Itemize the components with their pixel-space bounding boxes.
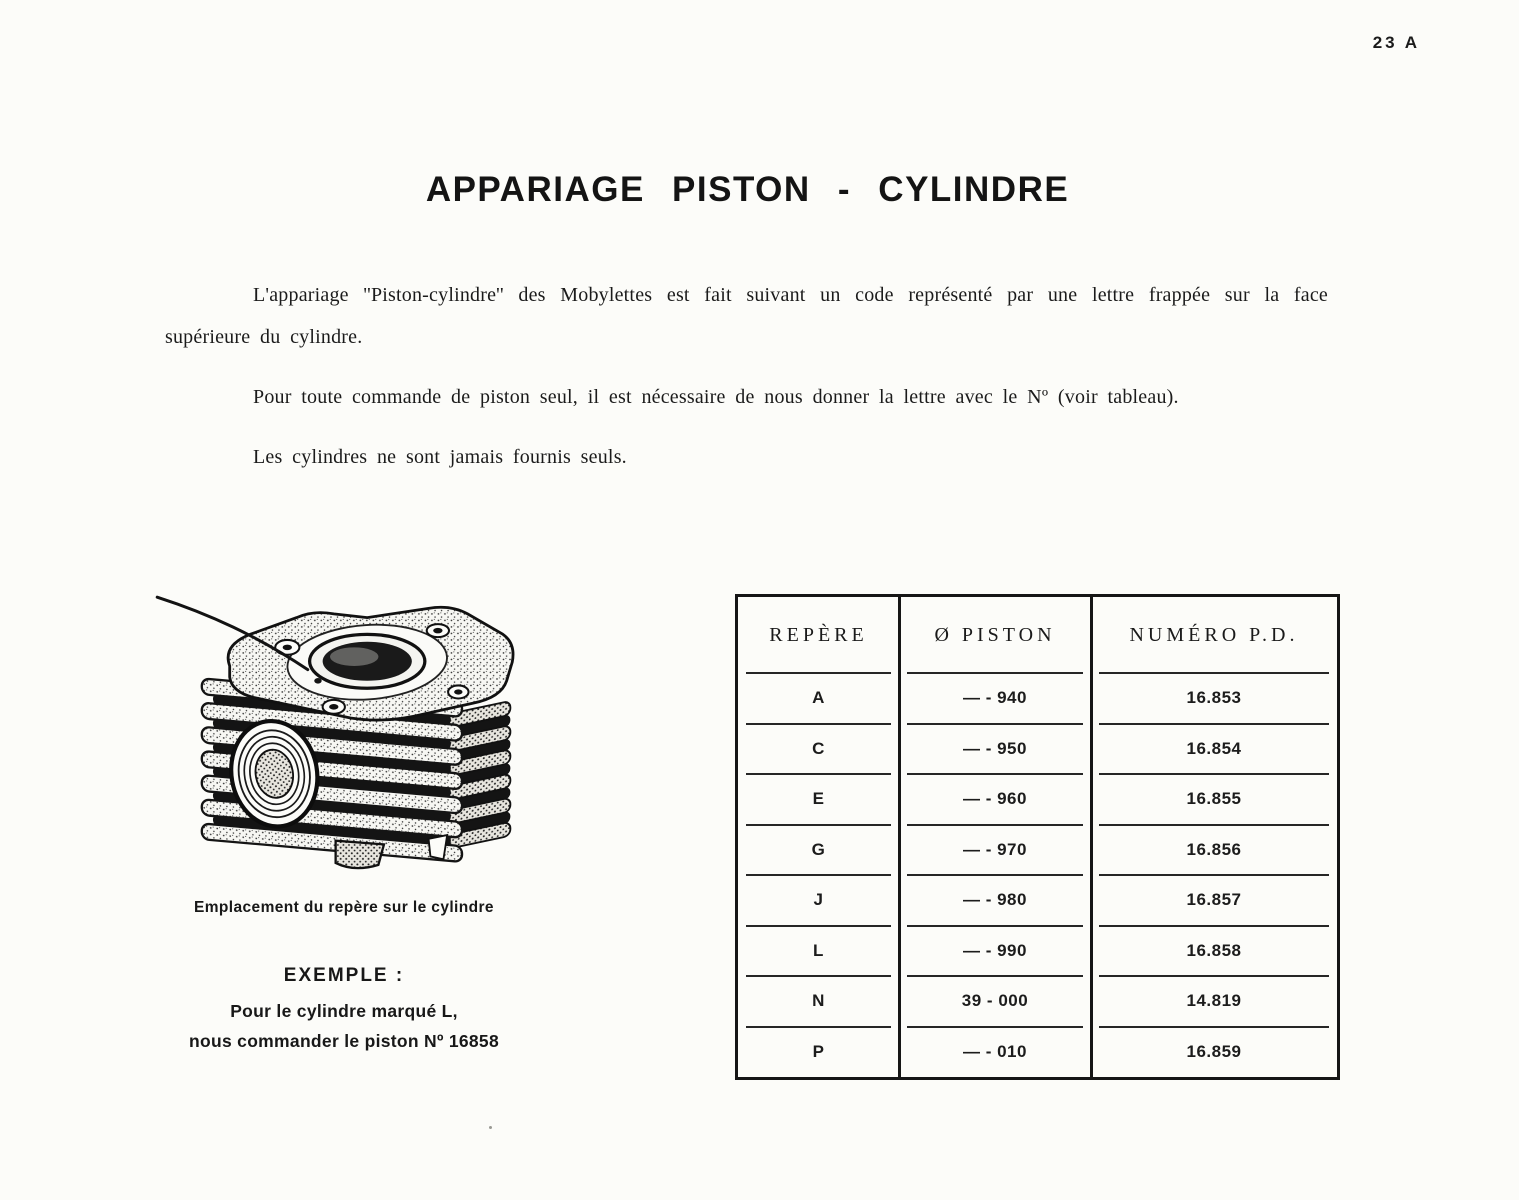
table-header-row	[738, 597, 1337, 673]
header-repere: REPÈRE	[738, 597, 899, 673]
table-row	[738, 976, 1337, 1027]
table-row	[738, 673, 1337, 724]
table-divider-1	[898, 597, 901, 1077]
repere-cell: C	[738, 724, 899, 775]
table-divider-2	[1090, 597, 1093, 1077]
scan-speck	[489, 1126, 492, 1129]
piston-cell: — - 010	[963, 1041, 1027, 1061]
table-row	[738, 875, 1337, 926]
piston-cell: — - 980	[899, 875, 1091, 926]
example-text	[118, 996, 570, 1056]
cylinder-figure	[118, 573, 570, 1056]
piston-cell: 39 - 000	[899, 976, 1091, 1027]
piston-cell: — - 970	[899, 825, 1091, 876]
table-row	[738, 1027, 1337, 1078]
piston-cell: — - 960	[899, 774, 1091, 825]
repere-cell: G	[738, 825, 899, 876]
example-line-1: Pour le cylindre marqué L,	[230, 1001, 458, 1021]
numero-cell: 16.855	[1091, 774, 1337, 825]
table-body	[738, 673, 1337, 1077]
piston-cell: — - 990	[899, 926, 1091, 977]
numero-cell: 16.856	[1091, 825, 1337, 876]
piston-cell: — - 940	[899, 673, 1091, 724]
table-row	[738, 774, 1337, 825]
figure-caption: Emplacement du repère sur le cylindre	[194, 899, 494, 916]
repere-cell: P	[812, 1041, 825, 1061]
cylinder-spigot	[336, 841, 384, 868]
numero-cell: 16.858	[1091, 926, 1337, 977]
repere-cell: N	[738, 976, 899, 1027]
header-numero: NUMÉRO P.D.	[1091, 597, 1337, 673]
example-heading: EXEMPLE :	[283, 965, 405, 986]
numero-cell: 14.819	[1091, 976, 1337, 1027]
repere-cell: A	[738, 673, 899, 724]
repere-cell: L	[738, 926, 899, 977]
table-row	[738, 926, 1337, 977]
table-row	[738, 825, 1337, 876]
numero-cell: 16.859	[1186, 1041, 1242, 1061]
table-row	[738, 724, 1337, 775]
repere-cell: J	[738, 875, 899, 926]
stamped-mark	[314, 678, 321, 684]
piston-cell: — - 950	[899, 724, 1091, 775]
paragraph-1: L'appariage ''Piston-cylindre'' des Mobylettes est fait suivant un code représenté par une lettre frappée sur la face supérieure du cylindre.	[165, 284, 1328, 348]
paragraph-2: Pour toute commande de piston seul, il est nécessaire de nous donner la lettre avec le Nº (voir tableau).	[253, 386, 1179, 408]
page-number: 23 A	[1372, 33, 1420, 52]
numero-cell: 16.854	[1091, 724, 1337, 775]
repere-cell: E	[738, 774, 899, 825]
numero-cell: 16.857	[1091, 875, 1337, 926]
cylinder-illustration	[129, 573, 559, 889]
example-line-2: nous commander le piston Nº 16858	[189, 1031, 499, 1051]
paragraph-3: Les cylindres ne sont jamais fournis seuls.	[253, 446, 627, 468]
header-piston: Ø PISTON	[899, 597, 1091, 673]
numero-cell: 16.853	[1091, 673, 1337, 724]
page-title: APPARIAGE PISTON - CYLINDRE	[425, 170, 1070, 209]
body-text	[165, 274, 1328, 478]
cylinder-foot	[429, 835, 448, 859]
piston-pairing-table	[735, 594, 1340, 1080]
